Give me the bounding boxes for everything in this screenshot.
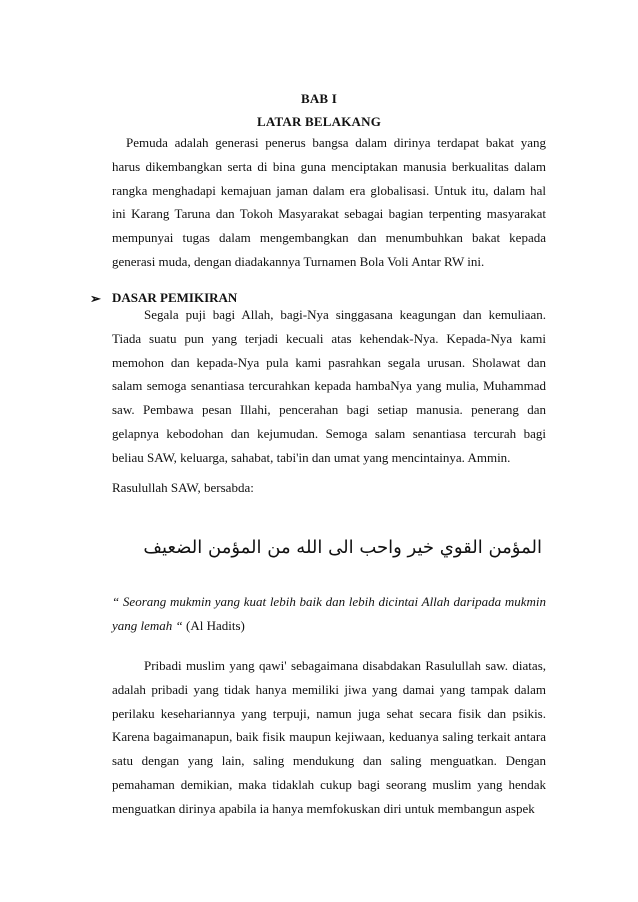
- intro-paragraph: Pemuda adalah generasi penerus bangsa dalam dirinya terdapat bakat yang harus dikembangkan serta di bina guna menciptakan manusia berkualitas dalam rangka menghadapi kemajuan jaman dalam era globalisasi. Untuk itu, dalam hal ini Karang Taruna dan Tokoh Masyarakat sebagai bagian terpenting masyarakat mempunyai tugas dalam mengembangkan dan menumbuhkan bakat kepada generasi muda, dengan diadakannya Turnamen Bola Voli Antar RW ini.: [112, 135, 546, 269]
- closing-paragraph: Pribadi muslim yang qawi' sebagaimana disabdakan Rasulullah saw. diatas, adalah pribadi yang tidak hanya memiliki jiwa yang damai yang tampak dalam perilaku kesehariannya yang terpuji, namun juga sehat secara fisik dan psikis. Karena bagaimanapun, baik fisik maupun kejiwaan, keduanya saling terkait antara satu dengan yang lain, saling mendukung dan saling menguatkan. Dengan pemahaman demikian, maka tidaklah cukup bagi seorang muslim yang hendak menguatkan dirinya apabila ia hanya memfokuskan diri untuk membangun aspek: [112, 658, 546, 816]
- hadith-quote: [112, 590, 546, 638]
- quote-source: (Al Hadits): [186, 617, 245, 633]
- section-title: DASAR PEMIKIRAN: [112, 290, 238, 305]
- hadith-intro: Rasulullah SAW, bersabda:: [112, 480, 254, 495]
- quote-text: “ Seorang mukmin yang kuat lebih baik dan lebih dicintai Allah daripada mukmin yang lemah “: [112, 594, 546, 633]
- chapter-heading: BAB I: [300, 91, 338, 106]
- section-paragraph: Segala puji bagi Allah, bagi-Nya singgasana keagungan dan kemuliaan. Tiada suatu pun yang terjadi kecuali atas kehendak-Nya. Kepada-Nya kami memohon dan kepada-Nya pula kami pasrahkan segala urusan. Sholawat dan salam semoga senantiasa tercurahkan kepada hambaNya yang mulia, Muhammad saw. Pembawa pesan Illahi, pencerahan bagi setiap manusia. penerang dan gelapnya kebodohan dan kejumudan. Semoga salam senantiasa tercurah bagi beliau SAW, keluarga, sahabat, tabi'in dan umat yang mencintainya. Ammin.: [112, 307, 546, 465]
- arrow-bullet-icon: ➢: [90, 290, 101, 306]
- chapter-title: LATAR BELAKANG: [256, 114, 382, 129]
- arabic-hadith-text: المؤمن القوي خير واحب الى الله من المؤمن الضعيف: [143, 537, 542, 558]
